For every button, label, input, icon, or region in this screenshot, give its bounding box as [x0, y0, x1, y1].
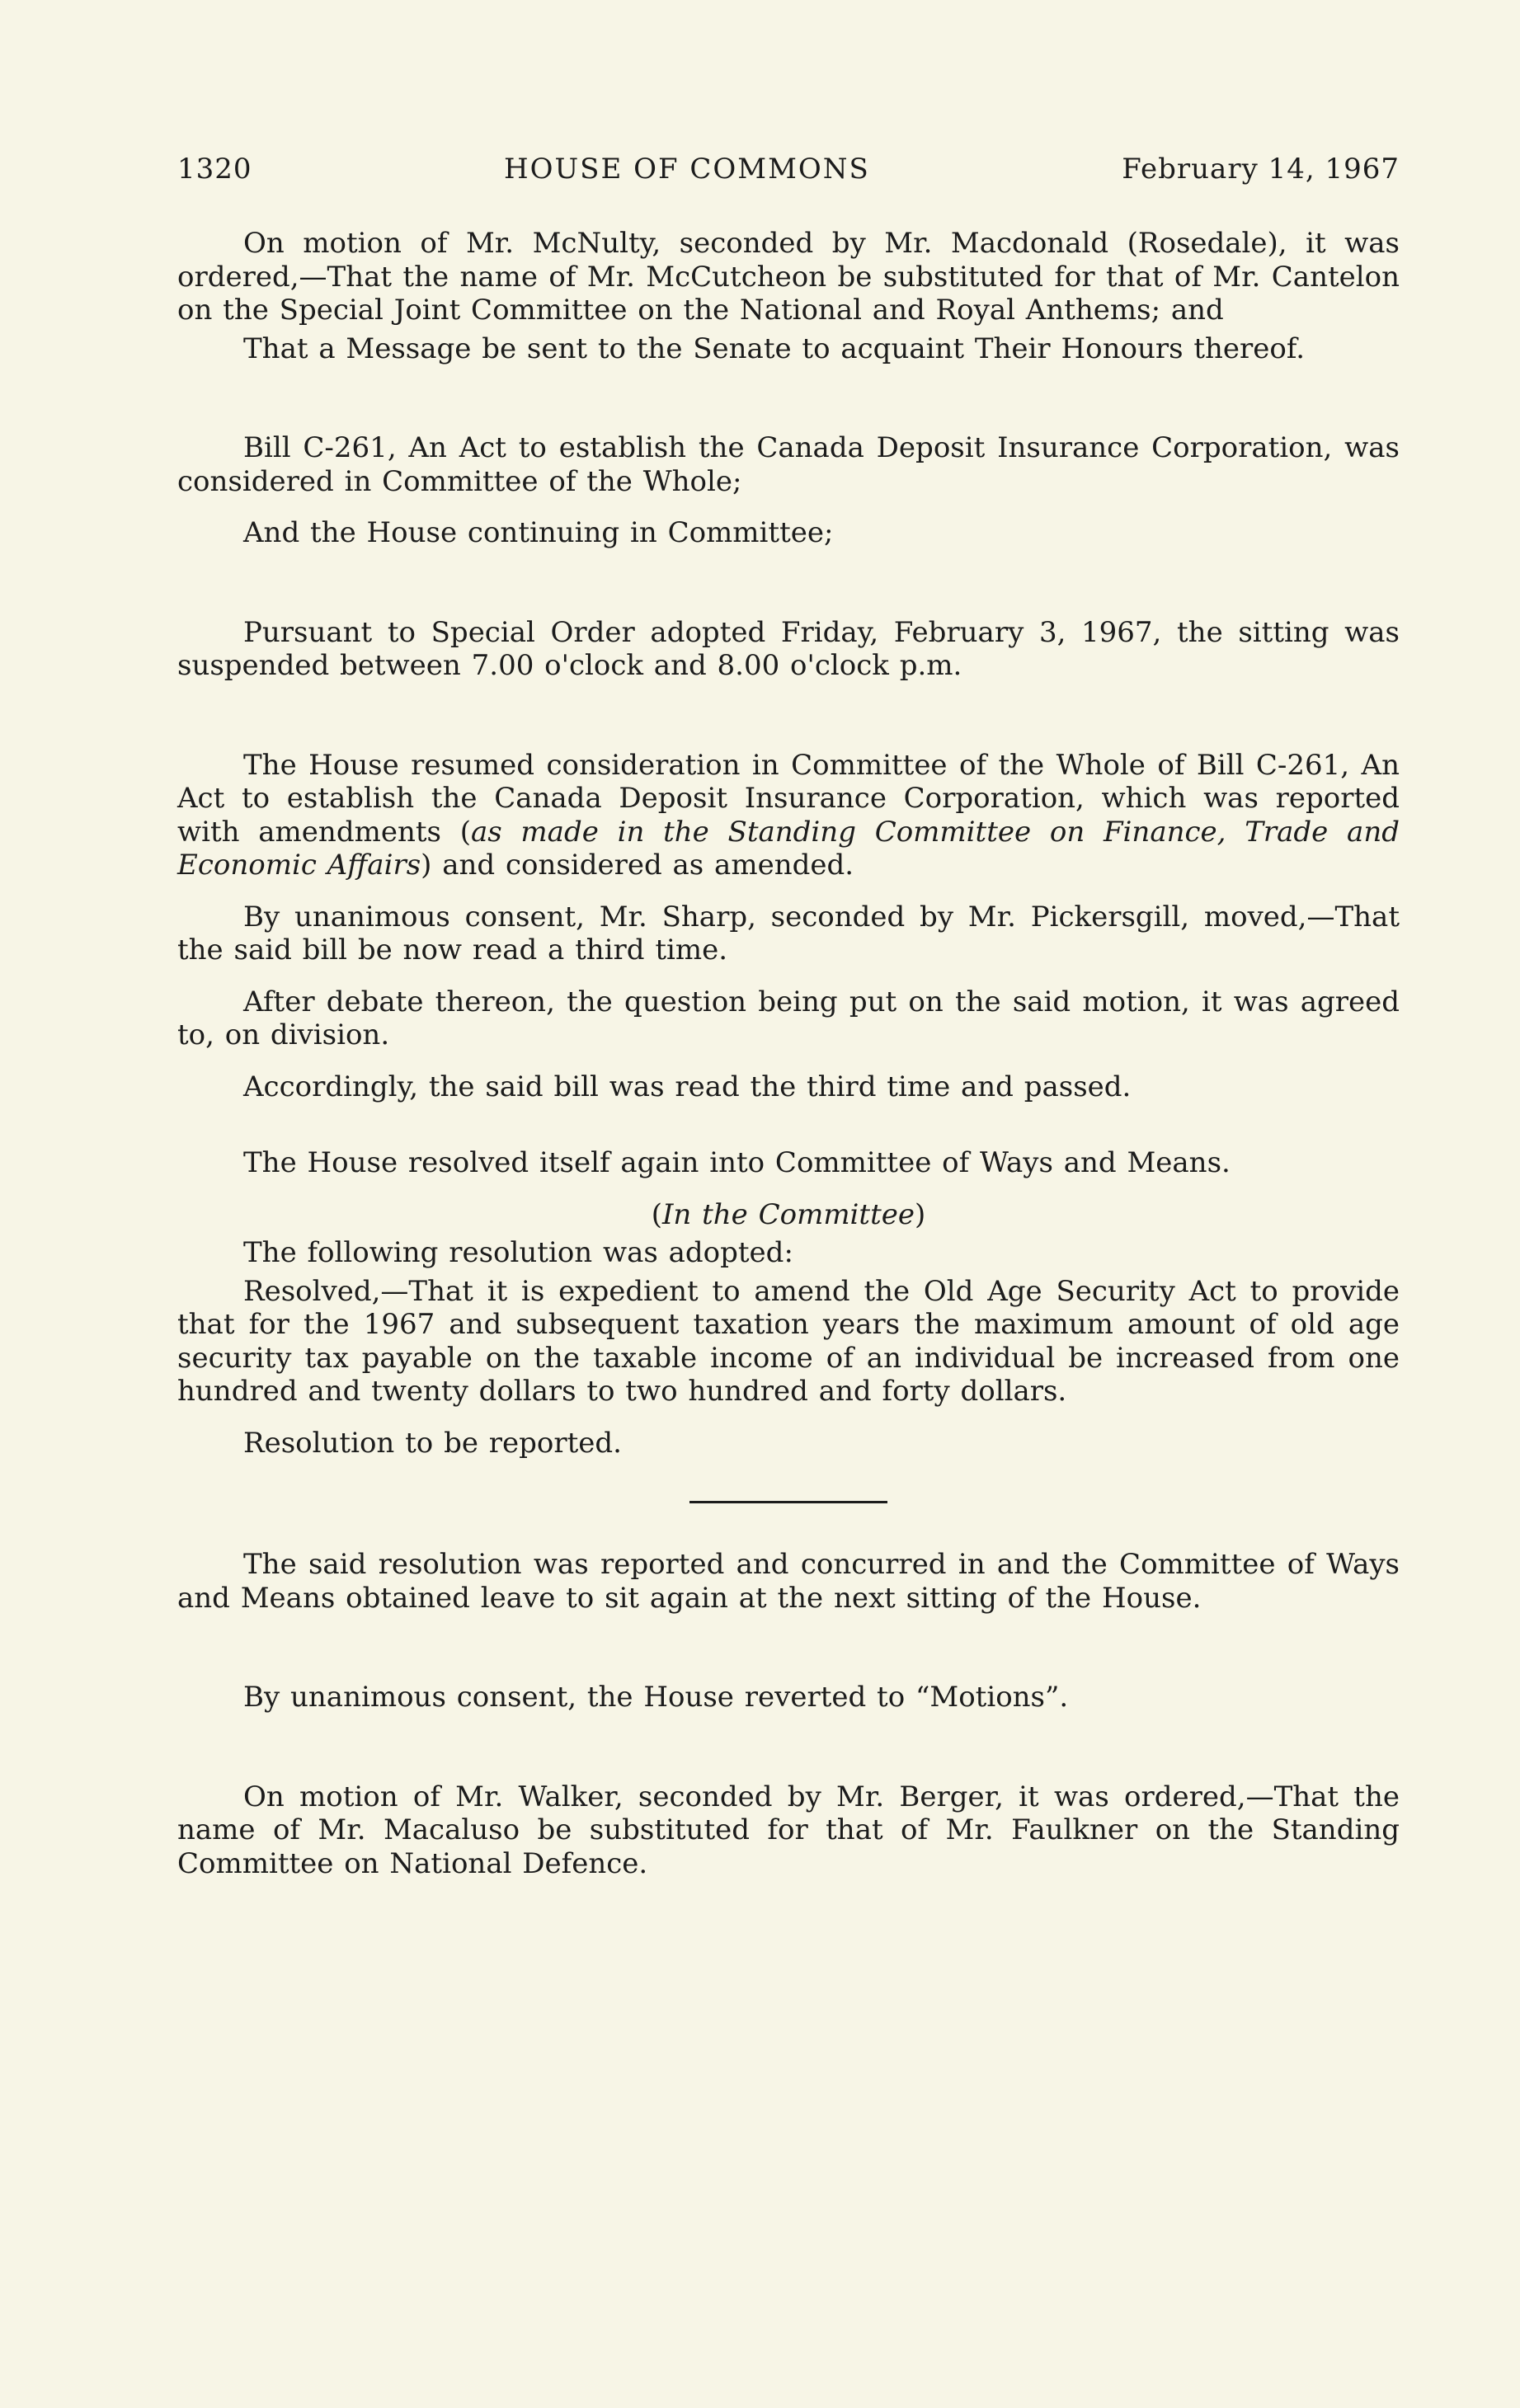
paragraph-resolution-concurred: The said resolution was reported and concurred in and the Committee of Ways and Means obtained leave to sit again at the next sitting of the House.	[177, 1548, 1400, 1615]
paragraph-after-debate: After debate thereon, the question being put on the said motion, it was agreed to, on division.	[177, 985, 1400, 1051]
paragraph-resolution-text: Resolved,—That it is expedient to amend the Old Age Security Act to provide that for the 1967 and subsequent taxation years the maximum amount of old age security tax payable on the taxable income of an individual be increased from one hundred and twenty dollars to two hundred and forty dollars.	[177, 1274, 1400, 1408]
paragraph-walker-motion: On motion of Mr. Walker, seconded by Mr. Berger, it was ordered,—That the name of Mr. Macaluso be substituted for that of Mr. Faulkner on the Standing Committee on National Defence.	[177, 1780, 1400, 1880]
page-date: February 14, 1967	[1122, 153, 1400, 186]
page-title: HOUSE OF COMMONS	[504, 153, 870, 186]
paragraph-resolution-reported: Resolution to be reported.	[243, 1426, 622, 1460]
paragraph-senate-message: That a Message be sent to the Senate to acquaint Their Honours thereof.	[243, 332, 1306, 365]
page-header	[177, 153, 1400, 186]
paragraph-resolution-adopted: The following resolution was adopted:	[243, 1236, 793, 1269]
paragraph-house-resumed-end: ) and considered as amended.	[421, 849, 854, 882]
paragraph-third-reading-motion: By unanimous consent, Mr. Sharp, seconded by Mr. Pickersgill, moved,—That the said bill be now read a third time.	[177, 900, 1400, 966]
paragraph-sitting-suspended: Pursuant to Special Order adopted Friday, February 3, 1967, the sitting was suspended between 7.00 o'clock and 8.00 o'clock p.m.	[177, 615, 1400, 682]
page-number: 1320	[177, 153, 252, 186]
committee-heading-text: In the Committee	[661, 1197, 915, 1231]
paragraph-reverted-motions: By unanimous consent, the House reverted to “Motions”.	[243, 1681, 1069, 1714]
committee-heading-close: )	[915, 1197, 926, 1231]
paragraph-bill-c261: Bill C-261, An Act to establish the Canada Deposit Insurance Corporation, was considered in Committee of the Whole;	[177, 431, 1400, 498]
paragraph-bill-passed: Accordingly, the said bill was read the third time and passed.	[243, 1070, 1132, 1103]
paragraph-house-resumed-text: The House resumed consideration in Committee of the Whole of Bill C-261, An Act to establish the Canada Deposit Insurance Corporation, which was reported with amendments (	[177, 748, 1400, 849]
paragraph-house-resumed-italic: as made in the Standing Committee on Finance, Trade and Economic Affairs	[177, 815, 1400, 882]
journal-page	[177, 153, 1400, 1880]
section-divider	[689, 1501, 887, 1503]
paragraph-mcnulty-motion: On motion of Mr. McNulty, seconded by Mr. Macdonald (Rosedale), it was ordered,—That the name of Mr. McCutcheon be substituted for that of Mr. Cantelon on the Special Joint Committee on the National and Royal Anthems; and	[177, 227, 1400, 327]
committee-heading	[177, 1198, 1400, 1232]
paragraph-ways-and-means: The House resolved itself again into Committee of Ways and Means.	[243, 1146, 1231, 1179]
paragraph-house-continuing: And the House continuing in Committee;	[243, 516, 834, 549]
committee-heading-open: (	[651, 1197, 662, 1231]
paragraph-house-resumed	[177, 749, 1400, 882]
